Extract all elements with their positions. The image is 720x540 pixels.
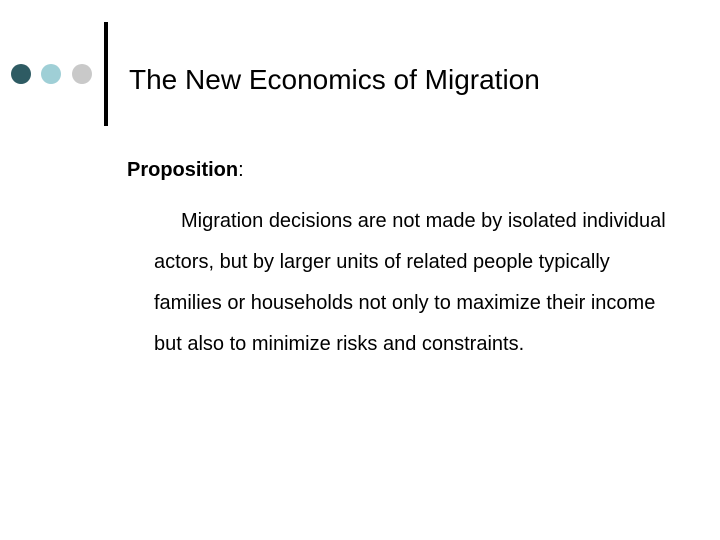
proposition-heading bbox=[127, 153, 687, 187]
proposition-label: Proposition bbox=[127, 159, 239, 181]
proposition-colon: : bbox=[238, 159, 244, 181]
decorative-dot-dark bbox=[11, 64, 31, 84]
decorative-dot-light-teal bbox=[41, 64, 61, 84]
proposition-text: Migration decisions are not made by isolated individual actors, but by larger units of related people typically families or households not only to maximize their income but also to minimize risks and constraints. bbox=[154, 210, 666, 355]
decorative-dot-gray bbox=[72, 64, 92, 84]
title-divider-line bbox=[104, 22, 108, 126]
slide-body bbox=[127, 153, 687, 365]
slide-title: The New Economics of Migration bbox=[129, 64, 540, 95]
